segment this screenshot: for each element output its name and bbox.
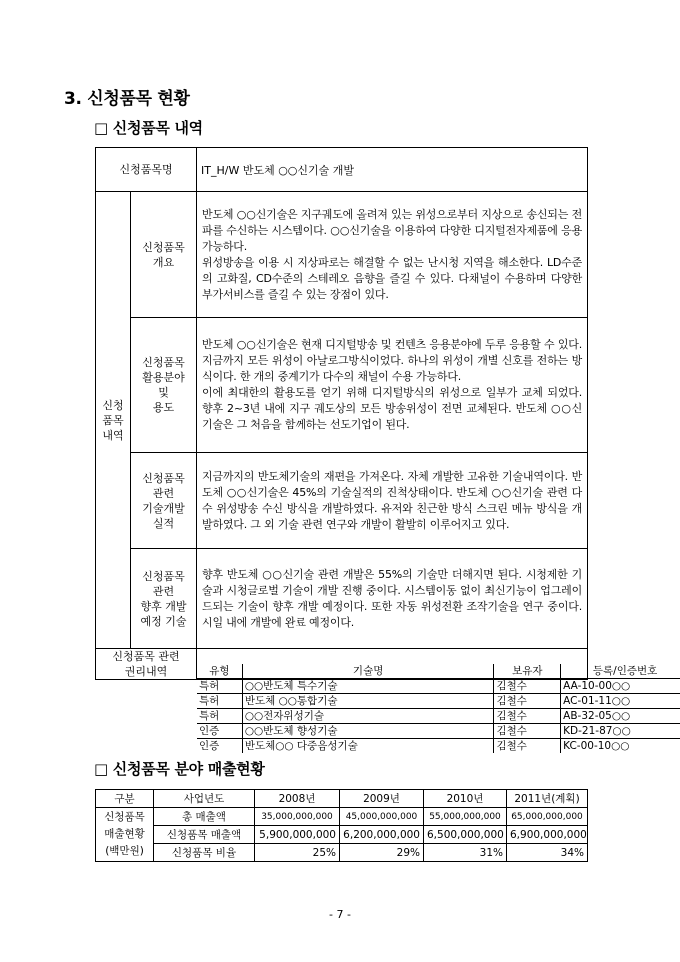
row-label-achievements: 신청품목 관련 기술개발 실적 <box>131 453 197 549</box>
row-text-future: 향후 반도체 ○○신기술 관련 개발은 55%의 기술만 더해지면 된다. 시청제한 기술과 시청글로벌 기술이 개발 진행 중이다. 시스템이동 없이 최신기능이 업그레이드되는 기술이 향후 개발 예정이다. 또한 자동 위성전환 조작기술을 연구 중이다. 시일 내에 개발에 완료 예정이다. <box>197 549 588 649</box>
sales-year-2008: 2008년 <box>255 790 340 808</box>
patents-header-tech: 기술명 <box>242 664 494 679</box>
page-number: - 7 - <box>329 908 351 921</box>
sales-value: 65,000,000,000 <box>507 808 588 826</box>
patent-holder: 김철수 <box>494 724 561 739</box>
patent-number: KD-21-87○○ <box>561 724 680 739</box>
group-label: 신청 품목 내역 <box>96 192 131 649</box>
table-row <box>96 808 588 826</box>
patents-header-number: 등록/인증번호 <box>561 664 680 679</box>
row-label-future: 신청품목 관련 향후 개발 예정 기술 <box>131 549 197 649</box>
patents-label: 신청품목 관련 권리내역 <box>96 649 197 680</box>
sales-value: 25% <box>255 844 340 862</box>
table-row <box>197 694 680 709</box>
sales-value: 6,200,000,000 <box>340 826 424 844</box>
table-row <box>96 844 588 862</box>
sales-value: 6,500,000,000 <box>424 826 507 844</box>
section-title: 3. 신청품목 현황 <box>64 89 190 109</box>
sales-value: 34% <box>507 844 588 862</box>
patent-type: 인증 <box>197 739 242 754</box>
table-row <box>197 679 680 694</box>
row-text-usage: 반도체 ○○신기술은 현재 디지털방송 및 컨텐츠 응용분야에 두루 응용할 수 있다. 지금까지 모든 위성이 아날로그방식이었다. 하나의 위성이 개별 신호를 전하는 방식이다. 한 개의 중계기가 다수의 채널이 수용 가능하다. 이에 최대한의 활용도를 얻기 위해 디지털방식의 위성으로 일부가 교체 되었다. 향후 2~3년 내에 지구 궤도상의 모든 방송위성이 전면 교체된다. 반도체 ○○신기술은 그 처음을 함께하는 선도기업이 된다. <box>197 318 588 453</box>
patent-tech: 반도체 ○○통합기술 <box>242 694 494 709</box>
patent-holder: 김철수 <box>494 739 561 754</box>
sales-year-2010: 2010년 <box>424 790 507 808</box>
table-row <box>197 739 680 754</box>
patents-header-type: 유형 <box>197 664 242 679</box>
row-text-overview: 반도체 ○○신기술은 지구궤도에 올려져 있는 위성으로부터 지상으로 송신되는 전파를 수신하는 시스템이다. ○○신기술을 이용하여 다양한 디지털전자제품에 응용 가능하다. 위성방송을 이용 시 지상파로는 해결할 수 없는 난시청 지역을 해소한다. LD수준의 고화질, CD수준의 스테레오 음향을 즐길 수 있다. 다채널이 수용하며 다양한 부가서비스를 즐길 수 있는 장점이 있다. <box>197 192 588 318</box>
patent-type: 특허 <box>197 679 242 694</box>
patent-number: AC-01-11○○ <box>561 694 680 709</box>
table-row <box>197 724 680 739</box>
subsection-title-sales: □ 신청품목 분야 매출현황 <box>94 760 265 778</box>
subsection-title-items: □ 신청품목 내역 <box>94 119 203 137</box>
patent-holder: 김철수 <box>494 679 561 694</box>
sales-row-label: 신청품목 매출액 <box>154 826 255 844</box>
sales-header-year: 사업년도 <box>154 790 255 808</box>
sales-row-label: 신청품목 비율 <box>154 844 255 862</box>
table-row <box>96 826 588 844</box>
patents-header-holder: 보유자 <box>494 664 561 679</box>
patent-holder: 김철수 <box>494 709 561 724</box>
row-label-overview: 신청품목 개요 <box>131 192 197 318</box>
patents-header-row <box>197 664 680 679</box>
patent-tech: ○○반도체 향성기술 <box>242 724 494 739</box>
sales-value: 55,000,000,000 <box>424 808 507 826</box>
row-label-usage: 신청품목 활용분야 및 용도 <box>131 318 197 453</box>
item-name-value: IT_H/W 반도체 ○○신기술 개발 <box>197 148 588 192</box>
sales-value: 29% <box>340 844 424 862</box>
sales-value: 35,000,000,000 <box>255 808 340 826</box>
patent-holder: 김철수 <box>494 694 561 709</box>
patent-type: 특허 <box>197 709 242 724</box>
sales-header-gubun: 구분 <box>96 790 154 808</box>
sales-row-label: 총 매출액 <box>154 808 255 826</box>
patent-type: 특허 <box>197 694 242 709</box>
sales-year-2009: 2009년 <box>340 790 424 808</box>
row-text-achievements: 지금까지의 반도체기술의 재편을 가져온다. 자체 개발한 고유한 기술내역이다. 반도체 ○○신기술은 45%의 기술실적의 진척상태이다. 반도체 ○○신기술 관련 다수 위성방송 수신 방식을 개발하였다. 유저와 친근한 방식 스크린 메뉴 방식을 개발하였다. 그 외 기술 관련 연구와 개발이 활발히 이루어지고 있다. <box>197 453 588 549</box>
sales-header-row <box>96 790 588 808</box>
patent-type: 인증 <box>197 724 242 739</box>
patent-tech: 반도체○○ 다중음성기술 <box>242 739 494 754</box>
sales-value: 6,900,000,000 <box>507 826 588 844</box>
table-row <box>197 709 680 724</box>
sales-group-label: 신청품목 매출현황 (백만원) <box>96 808 154 862</box>
sales-value: 31% <box>424 844 507 862</box>
sales-table <box>95 789 588 862</box>
patent-number: KC-00-10○○ <box>561 739 680 754</box>
sales-value: 5,900,000,000 <box>255 826 340 844</box>
patent-number: AA-10-00○○ <box>561 679 680 694</box>
patents-table <box>197 664 680 753</box>
patent-number: AB-32-05○○ <box>561 709 680 724</box>
patent-tech: ○○반도체 특수기술 <box>242 679 494 694</box>
item-name-label: 신청품목명 <box>96 148 197 192</box>
sales-value: 45,000,000,000 <box>340 808 424 826</box>
patent-tech: ○○전자위성기술 <box>242 709 494 724</box>
item-details-table <box>95 147 658 752</box>
sales-year-2011: 2011년(계획) <box>507 790 588 808</box>
